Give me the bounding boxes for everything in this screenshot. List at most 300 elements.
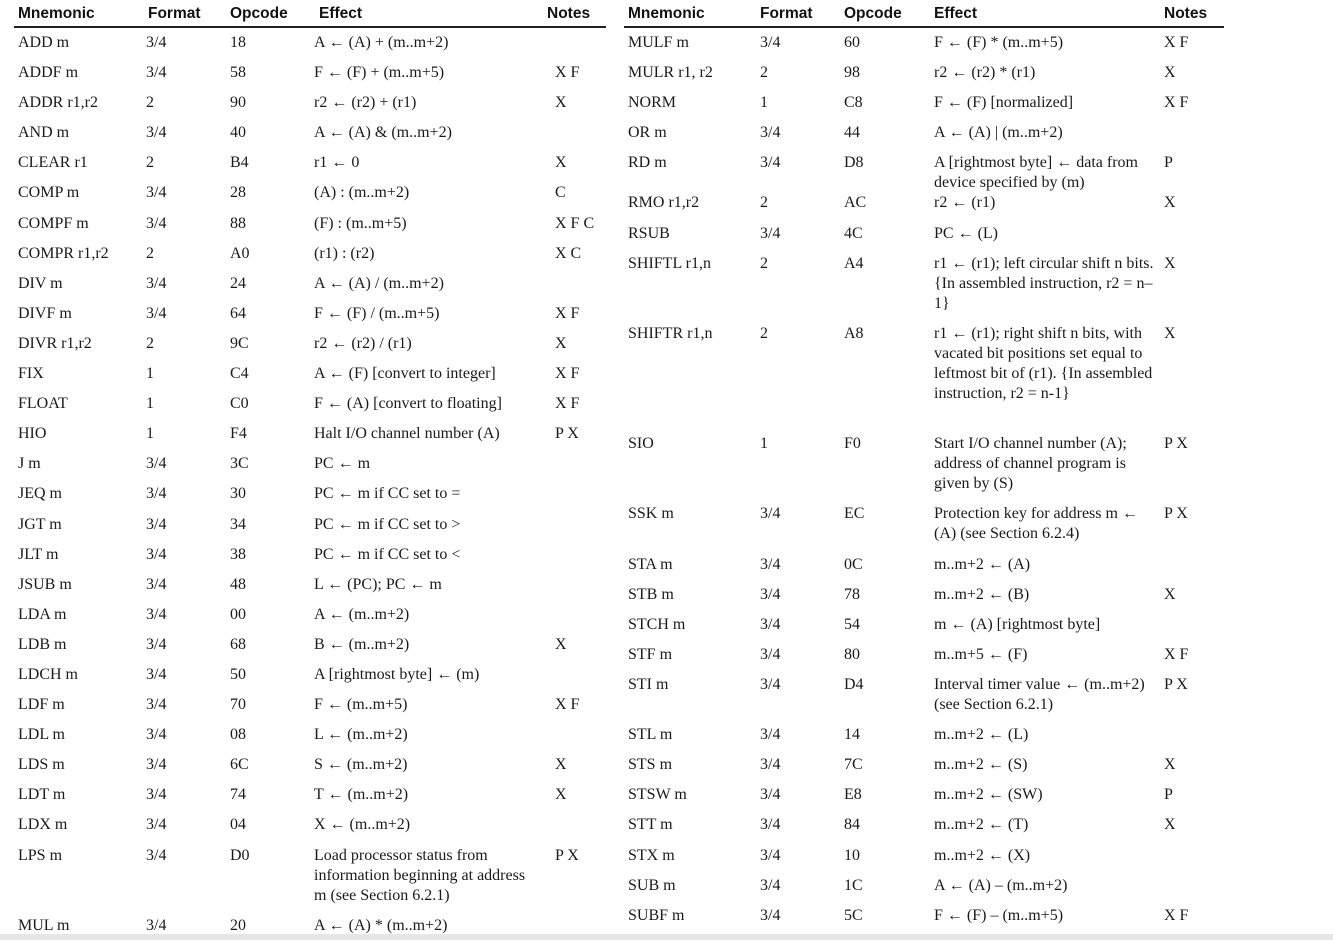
mnemonic-cell: STT m [628,816,673,834]
format-cell: 1 [760,94,768,112]
opcode-cell: C0 [230,395,249,413]
mnemonic-cell: LDL m [18,726,65,744]
table-row [624,640,1224,670]
mnemonic-cell: JSUB m [18,575,72,593]
effect-cell: F ← (F) [normalized] [934,94,1074,112]
format-cell: 3/4 [146,846,167,864]
instruction-table-right [624,0,1224,931]
effect-cell: A ← (A) & (m..m+2) [314,124,452,142]
table-row [14,750,606,780]
effect-cell: m..m+2 ← (S) [934,756,1028,774]
table-row [14,118,606,148]
notes-cell: X [555,94,567,112]
opcode-cell: 70 [230,696,246,714]
table-row [14,600,606,630]
effect-cell: (r1) : (r2) [314,244,375,262]
opcode-cell: 68 [230,635,246,653]
effect-cell: m ← (A) [rightmost byte] [934,615,1101,633]
mnemonic-cell: SUBF m [628,906,685,924]
effect-cell: m..m+2 ← (B) [934,585,1030,603]
format-cell: 3/4 [146,816,167,834]
format-cell: 3/4 [760,585,781,603]
format-cell: 1 [146,395,154,413]
notes-cell: X F [1164,94,1189,112]
header-format: Format [760,5,813,22]
opcode-cell: 20 [230,916,246,934]
table-row [624,249,1224,319]
effect-cell: F ← (F) + (m..m+5) [314,64,445,82]
effect-cell: m..m+2 ← (A) [934,555,1031,573]
opcode-cell: 64 [230,304,246,322]
table-row [624,810,1224,840]
format-cell: 3/4 [760,154,781,172]
table-row [624,610,1224,640]
table-row [14,780,606,810]
format-cell: 3/4 [760,756,781,774]
format-cell: 3/4 [146,274,167,292]
format-cell: 2 [146,334,154,352]
effect-cell: m..m+5 ← (F) [934,645,1028,663]
effect-cell: r1 ← (r1); right shift n bits, with vacated bit positions set equal to leftmost bit of (r1). {In assembled instruction, r2 = n-1} [934,324,1153,402]
mnemonic-cell: STF m [628,645,673,663]
notes-cell: P X [1164,675,1188,693]
format-cell: 3/4 [760,224,781,242]
opcode-cell: D4 [844,675,864,693]
effect-cell: r1 ← (r1); left circular shift n bits. {In assembled instruction, r2 = n–1} [934,254,1154,312]
table-row [624,841,1224,871]
effect-cell: m..m+2 ← (X) [934,846,1031,864]
table-row [14,148,606,178]
mnemonic-cell: STA m [628,555,673,573]
mnemonic-cell: STSW m [628,786,687,804]
mnemonic-cell: COMPR r1,r2 [18,244,109,262]
effect-cell: PC ← (L) [934,224,998,242]
opcode-cell: E8 [844,786,862,804]
format-cell: 2 [146,244,154,262]
mnemonic-cell: STX m [628,846,675,864]
table-row [624,780,1224,810]
notes-cell: P X [555,846,579,864]
opcode-cell: 40 [230,124,246,142]
notes-cell: X F [1164,645,1189,663]
notes-cell: X F [555,365,580,383]
mnemonic-cell: STCH m [628,615,686,633]
format-cell: 3/4 [146,575,167,593]
opcode-cell: A8 [844,324,864,342]
opcode-cell: 24 [230,274,246,292]
format-cell: 2 [146,154,154,172]
notes-cell: X [555,786,567,804]
format-cell: 3/4 [146,485,167,503]
effect-cell: T ← (m..m+2) [314,786,409,804]
mnemonic-cell: SSK m [628,505,674,523]
effect-cell: r2 ← (r2) + (r1) [314,94,417,112]
mnemonic-cell: LDS m [18,756,65,774]
opcode-cell: 50 [230,665,246,683]
notes-cell: X F [1164,906,1189,924]
mnemonic-cell: COMP m [18,184,80,202]
effect-cell: A ← (A) / (m..m+2) [314,274,444,292]
effect-cell: PC ← m [314,455,371,473]
notes-cell: X [555,154,567,172]
effect-cell: r2 ← (r1) [934,194,996,212]
mnemonic-cell: MULR r1, r2 [628,64,713,82]
mnemonic-cell: J m [18,455,41,473]
opcode-cell: 5C [844,906,863,924]
format-cell: 3/4 [146,916,167,934]
opcode-cell: 88 [230,214,246,232]
opcode-cell: 14 [844,726,860,744]
format-cell: 2 [146,94,154,112]
table-row [14,88,606,118]
header-effect: Effect [319,5,363,22]
mnemonic-cell: JEQ m [18,485,62,503]
format-cell: 3/4 [146,726,167,744]
mnemonic-cell: DIV m [18,274,63,292]
table-row [624,670,1224,720]
table-header [14,0,606,28]
opcode-cell: C8 [844,94,863,112]
notes-cell: X [1164,254,1176,272]
table-row [14,209,606,239]
mnemonic-cell: ADD m [18,34,70,51]
format-cell: 1 [760,435,768,453]
opcode-cell: 74 [230,786,246,804]
format-cell: 3/4 [146,515,167,533]
mnemonic-cell: LDCH m [18,665,78,683]
table-row [624,499,1224,549]
notes-cell: X [555,635,567,653]
table-row [14,810,606,840]
table-row [14,570,606,600]
format-cell: 1 [146,425,154,443]
format-cell: 2 [760,254,768,272]
format-cell: 3/4 [760,726,781,744]
format-cell: 3/4 [760,876,781,894]
mnemonic-cell: SIO [628,435,654,453]
opcode-cell: 90 [230,94,246,112]
opcode-cell: 48 [230,575,246,593]
opcode-cell: 34 [230,515,246,533]
effect-cell: S ← (m..m+2) [314,756,408,774]
format-cell: 3/4 [760,675,781,693]
format-cell: 3/4 [760,34,781,51]
effect-cell: A ← (F) [convert to integer] [314,365,496,383]
opcode-cell: D8 [844,154,864,172]
table-row [624,118,1224,148]
table-row [624,871,1224,901]
table-header [624,0,1224,28]
header-mnemonic: Mnemonic [628,5,705,22]
notes-cell: C [555,184,566,202]
mnemonic-cell: FLOAT [18,395,68,413]
mnemonic-cell: CLEAR r1 [18,154,88,172]
format-cell: 3/4 [146,214,167,232]
format-cell: 3/4 [146,635,167,653]
effect-cell: Protection key for address m ← (A) (see Section 6.2.4) [934,505,1138,543]
notes-cell: P X [1164,505,1188,523]
format-cell: 2 [760,324,768,342]
header-notes: Notes [1164,5,1208,22]
rows-left [14,28,606,941]
table-row [624,58,1224,88]
effect-cell: A [rightmost byte] ← data from device specified by (m) [934,154,1138,192]
mnemonic-cell: STI m [628,675,669,693]
opcode-cell: F4 [230,425,247,443]
notes-cell: X [1164,324,1176,342]
table-row [14,329,606,359]
table-row [14,720,606,750]
mnemonic-cell: MUL m [18,916,70,934]
effect-cell: Start I/O channel number (A); address of channel program is given by (S) [934,435,1127,493]
mnemonic-cell: NORM [628,94,677,112]
mnemonic-cell: FIX [18,365,44,383]
effect-cell: L ← (m..m+2) [314,726,408,744]
table-row [14,690,606,720]
effect-cell: (A) : (m..m+2) [314,184,410,202]
opcode-cell: 7C [844,756,863,774]
effect-cell: PC ← m if CC set to = [314,485,461,503]
effect-cell: F ← (m..m+5) [314,696,408,714]
opcode-cell: 30 [230,485,246,503]
format-cell: 3/4 [146,184,167,202]
mnemonic-cell: DIVR r1,r2 [18,334,92,352]
effect-cell: F ← (F) / (m..m+5) [314,304,440,322]
table-row [14,239,606,269]
effect-cell: A ← (A) | (m..m+2) [934,124,1063,142]
mnemonic-cell: LDX m [18,816,68,834]
table-row [624,720,1224,750]
effect-cell: A ← (A) + (m..m+2) [314,34,449,51]
opcode-cell: 18 [230,34,246,51]
format-cell: 3/4 [760,645,781,663]
effect-cell: F ← (F) * (m..m+5) [934,34,1064,51]
mnemonic-cell: LDA m [18,605,67,623]
opcode-cell: 60 [844,34,860,51]
effect-cell: Halt I/O channel number (A) [314,425,500,443]
format-cell: 3/4 [760,555,781,573]
format-cell: 3/4 [760,786,781,804]
notes-cell: X F [555,395,580,413]
effect-cell: r2 ← (r2) / (r1) [314,334,412,352]
opcode-cell: 4C [844,224,863,242]
table-row [14,540,606,570]
table-row [624,148,1224,192]
instruction-table-left [14,0,606,941]
effect-cell: Interval timer value ← (m..m+2) (see Section 6.2.1) [934,675,1145,713]
table-row [624,901,1224,931]
effect-cell: B ← (m..m+2) [314,635,410,653]
format-cell: 3/4 [760,124,781,142]
notes-cell: X F [1164,34,1189,51]
notes-cell: X [1164,194,1176,212]
table-row [624,580,1224,610]
table-row [14,28,606,58]
format-cell: 3/4 [760,846,781,864]
table-row [14,479,606,509]
opcode-cell: 1C [844,876,863,894]
header-opcode: Opcode [230,5,288,22]
table-row [624,28,1224,58]
effect-cell: F ← (A) [convert to floating] [314,395,502,413]
notes-cell: P [1164,154,1173,172]
format-cell: 3/4 [760,505,781,523]
effect-cell: PC ← m if CC set to < [314,545,461,563]
mnemonic-cell: RMO r1,r2 [628,194,700,212]
mnemonic-cell: HIO [18,425,47,443]
format-cell: 3/4 [146,124,167,142]
table-row [624,750,1224,780]
table-row [624,429,1224,499]
table-row [14,58,606,88]
opcode-cell: 44 [844,124,860,142]
opcode-cell: 78 [844,585,860,603]
mnemonic-cell: SUB m [628,876,676,894]
format-cell: 2 [760,194,768,212]
opcode-cell: 0C [844,555,863,573]
mnemonic-cell: LPS m [18,846,63,864]
format-cell: 2 [760,64,768,82]
effect-cell: X ← (m..m+2) [314,816,411,834]
format-cell: 3/4 [146,756,167,774]
effect-cell: m..m+2 ← (SW) [934,786,1043,804]
opcode-cell: B4 [230,154,249,172]
effect-cell: L ← (PC); PC ← m [314,575,442,593]
table-row [624,219,1224,249]
format-cell: 3/4 [146,34,167,51]
format-cell: 3/4 [146,786,167,804]
table-row [624,88,1224,118]
notes-cell: X C [555,244,582,262]
table-row [14,660,606,690]
opcode-cell: 10 [844,846,860,864]
notes-cell: P [1164,786,1173,804]
opcode-cell: 9C [230,334,249,352]
mnemonic-cell: STS m [628,756,673,774]
mnemonic-cell: JLT m [18,545,59,563]
table-row [14,359,606,389]
notes-cell: X F [555,64,580,82]
format-cell: 3/4 [146,665,167,683]
opcode-cell: 58 [230,64,246,82]
effect-cell: m..m+2 ← (L) [934,726,1029,744]
table-row [624,550,1224,580]
mnemonic-cell: ADDF m [18,64,79,82]
notes-cell: X [555,334,567,352]
notes-cell: X [1164,64,1176,82]
effect-cell: r2 ← (r2) * (r1) [934,64,1036,82]
opcode-cell: 3C [230,455,249,473]
format-cell: 3/4 [146,64,167,82]
mnemonic-cell: LDB m [18,635,67,653]
table-row [14,389,606,419]
format-cell: 3/4 [760,615,781,633]
mnemonic-cell: SHIFTR r1,n [628,324,713,342]
format-cell: 1 [146,365,154,383]
table-row [14,510,606,540]
opcode-cell: 04 [230,816,246,834]
mnemonic-cell: MULF m [628,34,689,51]
opcode-cell: 00 [230,605,246,623]
effect-cell: A ← (A) * (m..m+2) [314,916,448,934]
opcode-cell: 84 [844,816,860,834]
format-cell: 3/4 [146,455,167,473]
opcode-cell: 54 [844,615,860,633]
effect-cell: (F) : (m..m+5) [314,214,407,232]
table-row [14,299,606,329]
table-row [14,449,606,479]
bottom-edge [0,934,1333,940]
opcode-cell: 80 [844,645,860,663]
mnemonic-cell: LDT m [18,786,66,804]
header-notes: Notes [547,5,591,22]
mnemonic-cell: RSUB [628,224,670,242]
effect-cell: F ← (F) – (m..m+5) [934,906,1064,924]
opcode-cell: 98 [844,64,860,82]
header-format: Format [148,5,201,22]
format-cell: 3/4 [146,696,167,714]
header-effect: Effect [934,5,978,22]
notes-cell: X [1164,756,1176,774]
effect-cell: r1 ← 0 [314,154,360,172]
notes-cell: X [1164,816,1176,834]
notes-cell: X F C [555,214,595,232]
opcode-cell: 38 [230,545,246,563]
opcode-cell: AC [844,194,867,212]
mnemonic-cell: ADDR r1,r2 [18,94,98,112]
effect-cell: A ← (m..m+2) [314,605,410,623]
table-row [14,419,606,449]
opcode-cell: D0 [230,846,250,864]
mnemonic-cell: STL m [628,726,673,744]
mnemonic-cell: LDF m [18,696,65,714]
notes-cell: P X [555,425,579,443]
opcode-cell: 6C [230,756,249,774]
effect-cell: A ← (A) – (m..m+2) [934,876,1068,894]
notes-cell: X F [555,304,580,322]
mnemonic-cell: COMPF m [18,214,89,232]
mnemonic-cell: SHIFTL r1,n [628,254,711,272]
table-row [624,188,1224,218]
opcode-cell: F0 [844,435,861,453]
mnemonic-cell: DIVF m [18,304,72,322]
notes-cell: X [1164,585,1176,603]
opcode-cell: EC [844,505,865,523]
effect-cell: m..m+2 ← (T) [934,816,1029,834]
opcode-cell: A4 [844,254,864,272]
format-cell: 3/4 [146,545,167,563]
notes-cell: P X [1164,435,1188,453]
opcode-cell: 08 [230,726,246,744]
opcode-cell: A0 [230,244,250,262]
format-cell: 3/4 [760,906,781,924]
format-cell: 3/4 [146,605,167,623]
effect-cell: A [rightmost byte] ← (m) [314,665,480,683]
notes-cell: X F [555,696,580,714]
table-row [14,269,606,299]
header-mnemonic: Mnemonic [18,5,95,22]
format-cell: 3/4 [146,304,167,322]
mnemonic-cell: AND m [18,124,70,142]
table-row [624,319,1224,429]
mnemonic-cell: JGT m [18,515,62,533]
rows-right [624,28,1224,931]
format-cell: 3/4 [760,816,781,834]
mnemonic-cell: RD m [628,154,667,172]
effect-cell: PC ← m if CC set to > [314,515,461,533]
table-row [14,630,606,660]
mnemonic-cell: STB m [628,585,674,603]
